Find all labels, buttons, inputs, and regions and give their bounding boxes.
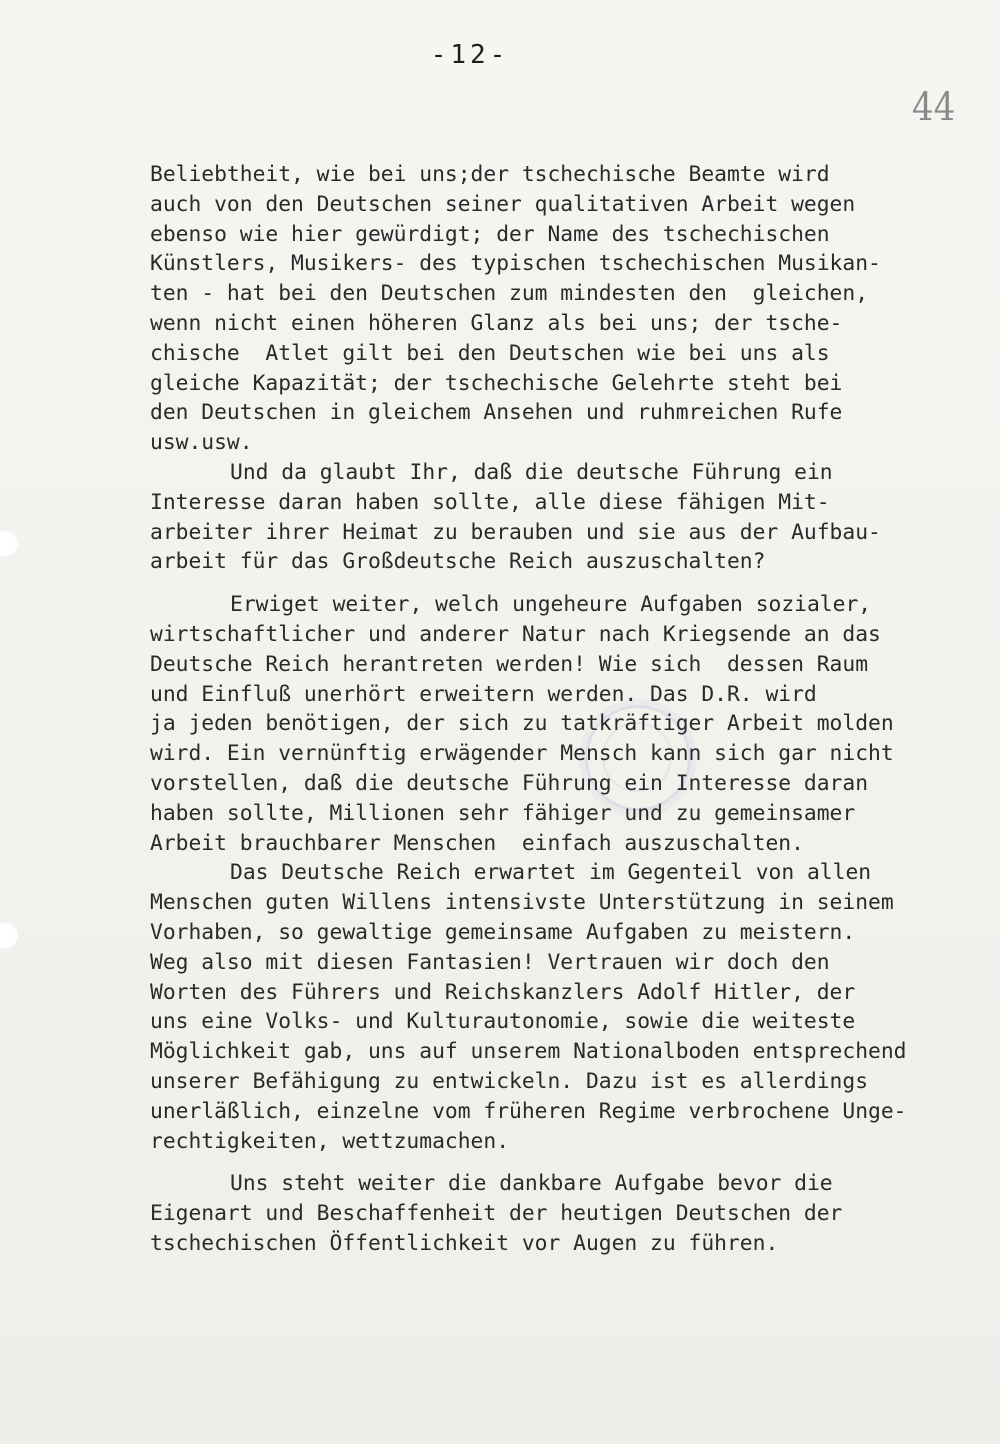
- text-line: Menschen guten Willens intensivste Unterstützung in seinem: [150, 890, 894, 916]
- text-line: Künstlers, Musikers- des typischen tschechischen Musikan-: [150, 251, 881, 277]
- text-line: rechtigkeiten, wettzumachen.: [150, 1128, 510, 1154]
- text-line: usw.usw.: [150, 430, 253, 456]
- paragraph-gap: [150, 1156, 970, 1169]
- text-line: Uns steht weiter die dankbare Aufgabe bevor die: [230, 1171, 833, 1197]
- text-line: ja jeden benötigen, der sich zu tatkräftiger Arbeit molden: [150, 711, 894, 737]
- text-line: Möglichkeit gab, uns auf unserem Nationalboden entsprechend: [150, 1039, 907, 1065]
- text-line: Vorhaben, so gewaltige gemeinsame Aufgaben zu meistern.: [150, 919, 856, 945]
- text-line: Deutsche Reich herantreten werden! Wie sich dessen Raum: [150, 651, 869, 677]
- paragraph: [150, 160, 970, 458]
- text-line: auch von den Deutschen seiner qualitativen Arbeit wegen: [150, 191, 856, 217]
- text-line: unerläßlich, einzelne vom früheren Regime verbrochene Unge-: [150, 1098, 907, 1124]
- text-line: unserer Befähigung zu entwickeln. Dazu ist es allerdings: [150, 1068, 869, 1094]
- text-line: wirtschaftlicher und anderer Natur nach Kriegsende an das: [150, 621, 881, 647]
- text-line: Und da glaubt Ihr, daß die deutsche Führung ein: [230, 459, 833, 485]
- text-line: chische Atlet gilt bei den Deutschen wie bei uns als: [150, 340, 830, 366]
- text-line: Beliebtheit, wie bei uns;der tschechische Beamte wird: [150, 162, 830, 187]
- text-line: Das Deutsche Reich erwartet im Gegenteil von allen: [230, 860, 872, 886]
- text-line: haben sollte, Millionen sehr fähiger und zu gemeinsamer: [150, 800, 856, 826]
- paragraph: [150, 858, 970, 1156]
- folio-number: 44: [912, 85, 956, 131]
- text-line: Worten des Führers und Reichskanzlers Adolf Hitler, der: [150, 979, 856, 1005]
- text-line: vorstellen, daß die deutsche Führung ein Interesse daran: [150, 770, 869, 796]
- text-line: arbeit für das Großdeutsche Reich auszuschalten?: [150, 549, 766, 575]
- text-line: Weg also mit diesen Fantasien! Vertrauen wir doch den: [150, 949, 830, 975]
- text-line: gleiche Kapazität; der tschechische Gelehrte steht bei: [150, 370, 843, 396]
- text-line: Eigenart und Beschaffenheit der heutigen Deutschen der: [150, 1201, 843, 1227]
- text-line: tschechischen Öffentlichkeit vor Augen zu führen.: [150, 1230, 779, 1256]
- text-line: Erwiget weiter, welch ungeheure Aufgaben sozialer,: [230, 592, 872, 618]
- text-line: uns eine Volks- und Kulturautonomie, sowie die weiteste: [150, 1009, 856, 1035]
- punch-hole: [0, 529, 18, 557]
- paragraph: [150, 590, 970, 858]
- text-line: wenn nicht einen höheren Glanz als bei uns; der tsche-: [150, 310, 843, 336]
- paragraph: [150, 1169, 970, 1258]
- text-line: ebenso wie hier gewürdigt; der Name des tschechischen: [150, 221, 830, 247]
- text-line: und Einfluß unerhört erweitern werden. Das D.R. wird: [150, 681, 817, 707]
- text-line: ten - hat bei den Deutschen zum mindesten den gleichen,: [150, 281, 869, 307]
- paragraph: [150, 458, 970, 577]
- page-number: -12-: [430, 40, 510, 70]
- paragraph-gap: [150, 577, 970, 590]
- punch-hole: [0, 921, 18, 949]
- text-line: wird. Ein vernünftig erwägender Mensch kann sich gar nicht: [150, 741, 894, 767]
- text-line: Interesse daran haben sollte, alle diese fähigen Mit-: [150, 489, 830, 515]
- text-line: Arbeit brauchbarer Menschen einfach auszuschalten.: [150, 830, 804, 856]
- typed-body-text: [150, 160, 970, 1259]
- text-line: den Deutschen in gleichem Ansehen und ruhmreichen Rufe: [150, 400, 843, 426]
- text-line: arbeiter ihrer Heimat zu berauben und sie aus der Aufbau-: [150, 519, 881, 545]
